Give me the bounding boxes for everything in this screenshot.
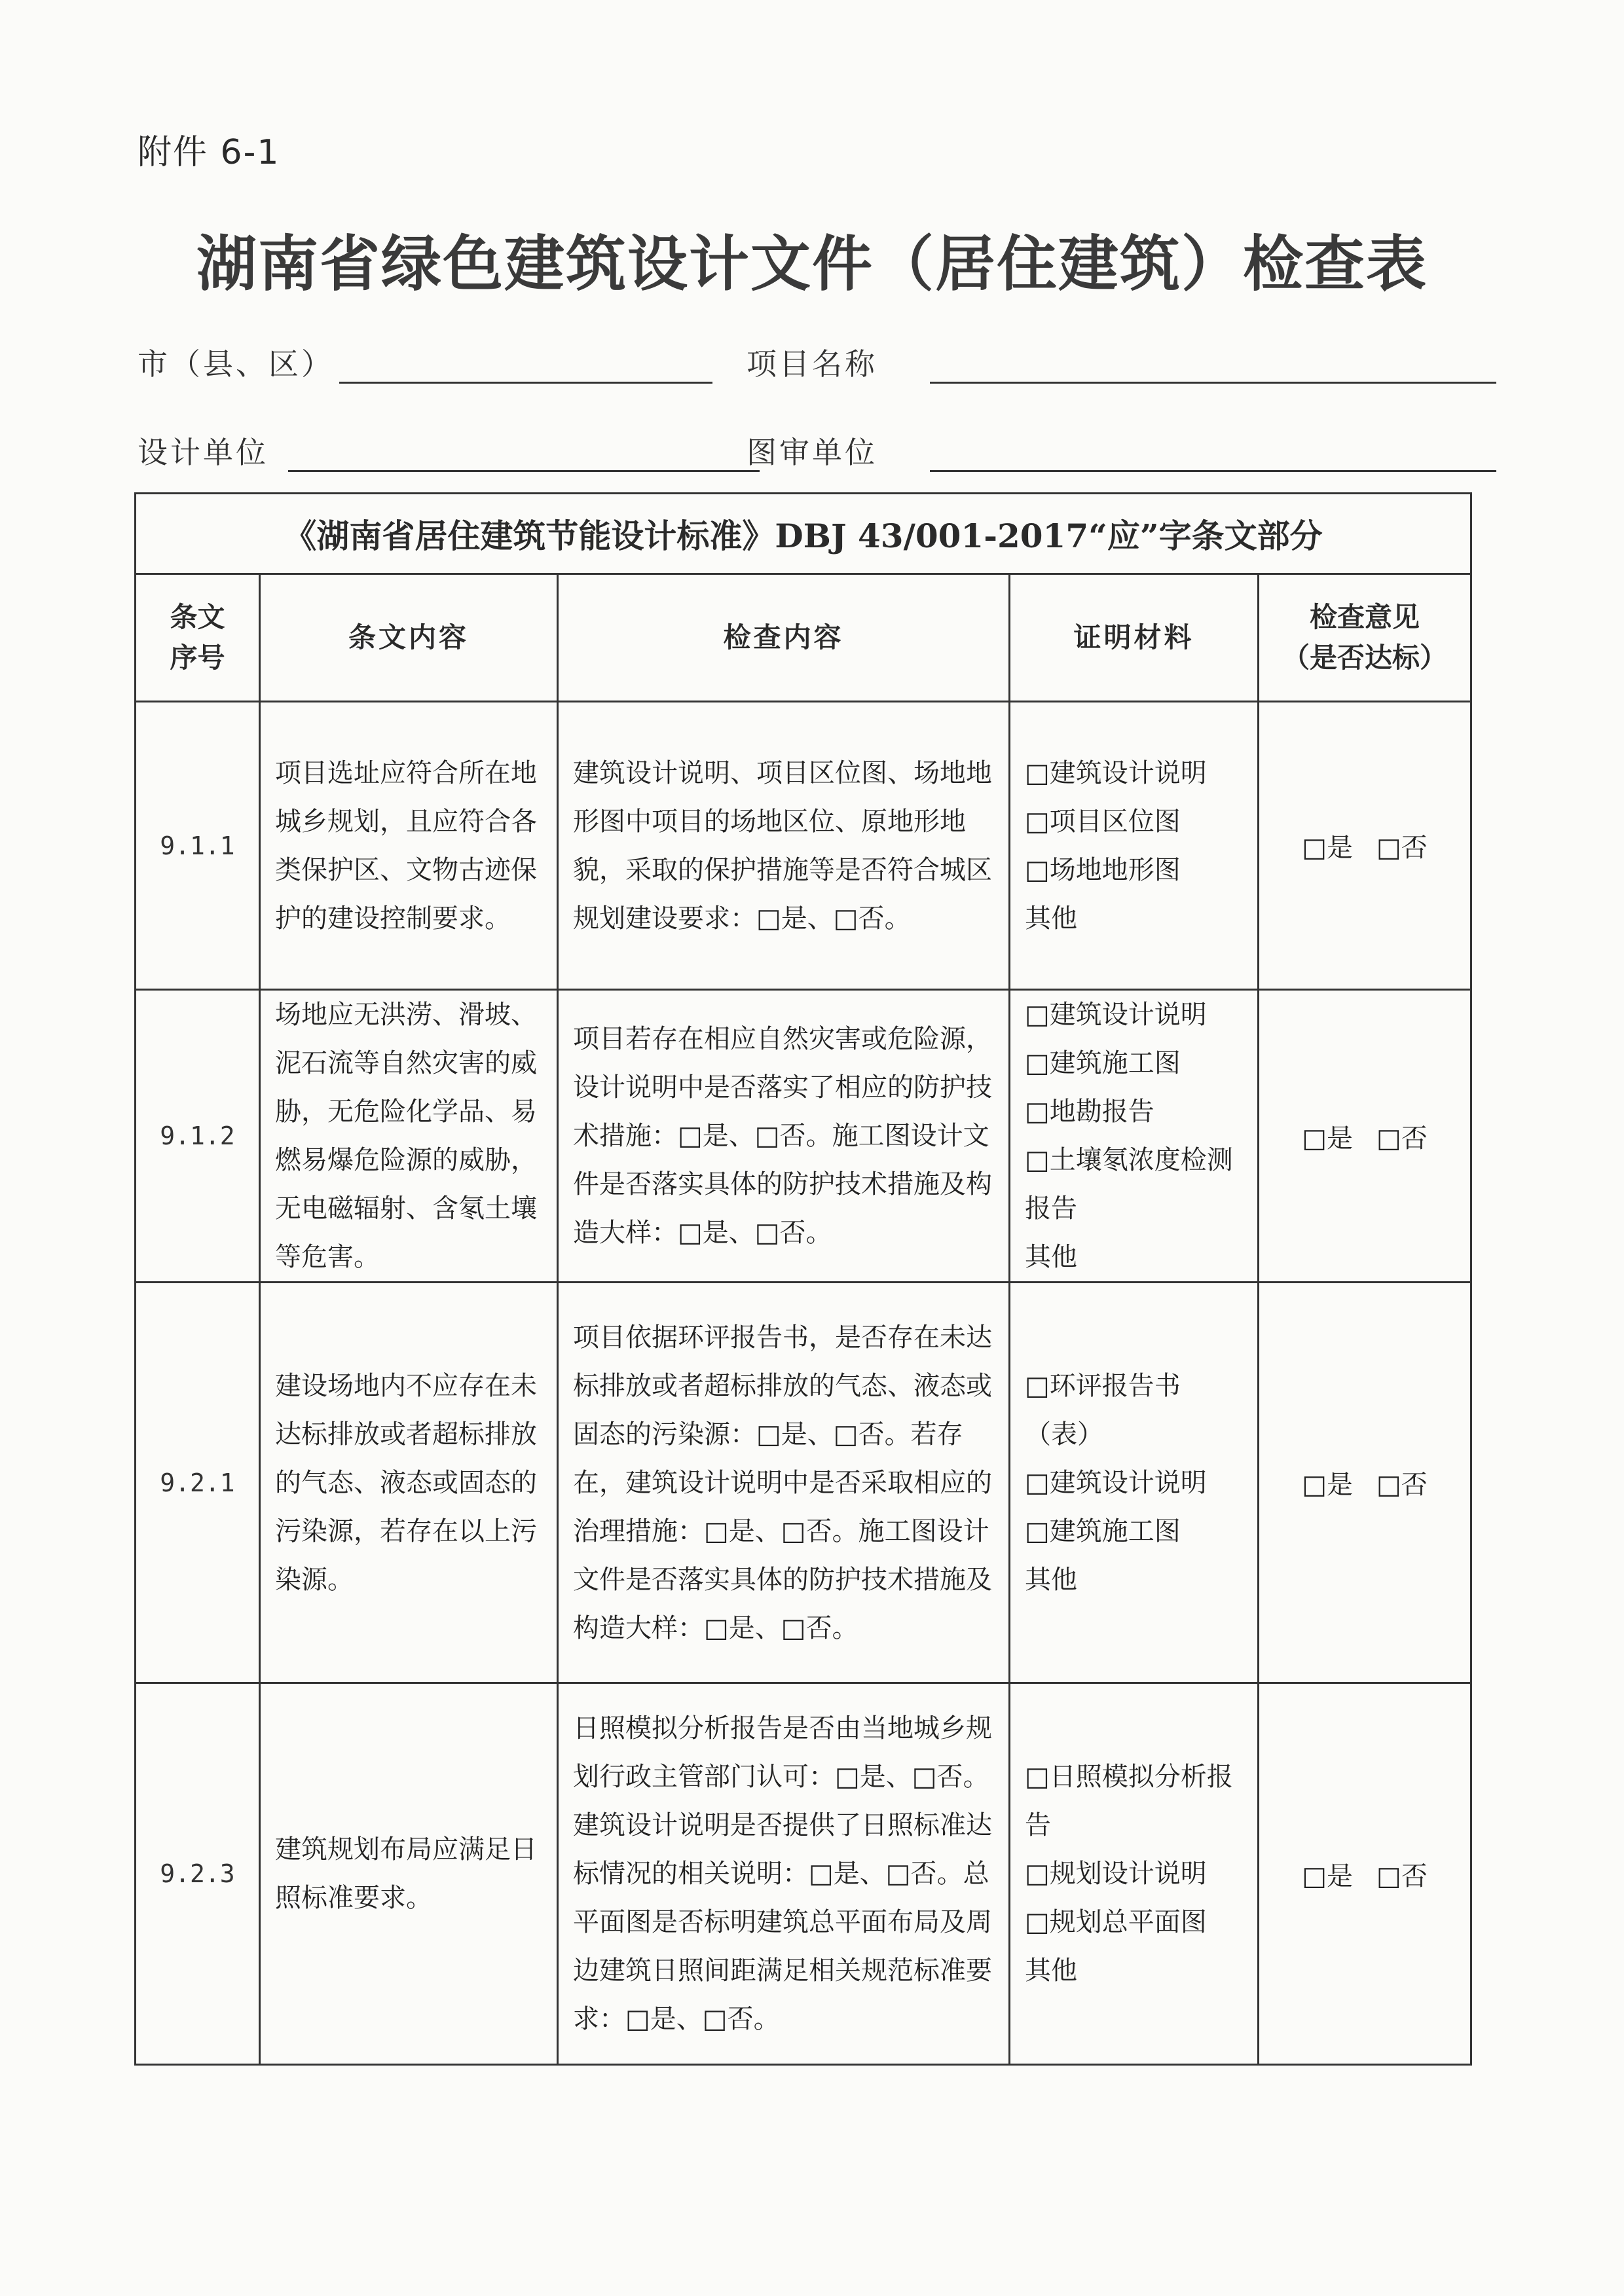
review-unit-blank-line[interactable]: [930, 444, 1496, 472]
header-content-label: 条文内容: [348, 621, 469, 653]
header-content: [260, 574, 558, 702]
row-content: 建筑规划布局应满足日照标准要求。: [260, 1683, 558, 2065]
standard-banner: 《湖南省居住建筑节能设计标准》DBJ 43/001-2017“应”字条文部分: [136, 494, 1471, 574]
city-field: [138, 340, 712, 384]
row-verdict: [1259, 990, 1471, 1283]
table-row: [136, 990, 1471, 1283]
evidence-item[interactable]: □建筑设计说明: [1025, 1000, 1207, 1030]
project-name-blank-line[interactable]: [930, 355, 1496, 384]
no-checkbox[interactable]: □否: [1376, 833, 1428, 863]
design-unit-blank-line[interactable]: [288, 444, 760, 472]
checklist-table: [134, 492, 1472, 2066]
header-opinion-line2: （是否达标）: [1282, 642, 1447, 674]
row-num: 9.1.1: [136, 702, 260, 990]
review-unit-label: 图审单位: [747, 435, 877, 470]
row-content: 场地应无洪涝、滑坡、泥石流等自然灾害的威胁，无危险化学品、易燃易爆危险源的威胁，无电磁辐射、含氡土壤等危害。: [260, 990, 558, 1283]
header-evidence: [1010, 574, 1259, 702]
page-title: 湖南省绿色建筑设计文件（居住建筑）检查表: [196, 229, 1428, 299]
row-content: 项目选址应符合所在地城乡规划，且应符合各类保护区、文物古迹保护的建设控制要求。: [260, 702, 558, 990]
evidence-item[interactable]: □建筑施工图: [1025, 1048, 1181, 1078]
project-name-field: [747, 340, 1496, 384]
row-evidence: [1010, 990, 1259, 1283]
row-check: 项目依据环评报告书，是否存在未达标排放或者超标排放的气态、液态或固态的污染源：□是、□否。若存在，建筑设计说明中是否采取相应的治理措施：□是、□否。施工图设计文件是否落实具体的防护技术措施及构造大样：□是、□否。: [558, 1283, 1010, 1683]
row-num: 9.2.3: [136, 1683, 260, 2065]
yes-checkbox[interactable]: □是: [1302, 1123, 1353, 1154]
city-label: 市（县、区）: [138, 346, 334, 382]
evidence-item: 其他: [1025, 903, 1077, 934]
row-check: 项目若存在相应自然灾害或危险源，设计说明中是否落实了相应的防护技术措施：□是、□否。施工图设计文件是否落实具体的防护技术措施及构造大样：□是、□否。: [558, 990, 1010, 1283]
header-row: [136, 574, 1471, 702]
yes-checkbox[interactable]: □是: [1302, 833, 1353, 863]
evidence-item[interactable]: □规划总平面图: [1025, 1907, 1207, 1937]
row-verdict: [1259, 1283, 1471, 1683]
row-evidence: [1010, 1683, 1259, 2065]
table-row: [136, 702, 1471, 990]
no-checkbox[interactable]: □否: [1376, 1861, 1428, 1891]
design-unit-label: 设计单位: [138, 435, 268, 470]
attachment-label: 附件 6-1: [138, 133, 280, 172]
yes-checkbox[interactable]: □是: [1302, 1861, 1353, 1891]
evidence-item[interactable]: □建筑施工图: [1025, 1516, 1181, 1546]
city-blank-line[interactable]: [339, 355, 712, 384]
evidence-item[interactable]: □环评报告书（表）: [1025, 1370, 1181, 1449]
evidence-item[interactable]: □规划设计说明: [1025, 1859, 1207, 1889]
evidence-item: 其他: [1025, 1242, 1077, 1272]
table-row: [136, 1283, 1471, 1683]
row-check: 日照模拟分析报告是否由当地城乡规划行政主管部门认可：□是、□否。建筑设计说明是否提供了日照标准达标情况的相关说明：□是、□否。总平面图是否标明建筑总平面布局及周边建筑日照间距满足相关规范标准要求：□是、□否。: [558, 1683, 1010, 2065]
no-checkbox[interactable]: □否: [1376, 1470, 1428, 1500]
header-check-label: 检查内容: [723, 621, 844, 653]
header-num-line2: 序号: [170, 642, 225, 674]
row-verdict: [1259, 1683, 1471, 2065]
row-check: 建筑设计说明、项目区位图、场地地形图中项目的场地区位、原地形地貌，采取的保护措施等是否符合城区规划建设要求：□是、□否。: [558, 702, 1010, 990]
no-checkbox[interactable]: □否: [1376, 1123, 1428, 1154]
evidence-item[interactable]: □土壤氡浓度检测报告: [1025, 1145, 1233, 1224]
row-verdict: [1259, 702, 1471, 990]
header-evidence-label: 证明材料: [1073, 621, 1194, 653]
header-opinion-line1: 检查意见: [1309, 601, 1420, 633]
yes-checkbox[interactable]: □是: [1302, 1470, 1353, 1500]
row-content: 建设场地内不应存在未达标排放或者超标排放的气态、液态或固态的污染源，若存在以上污染源。: [260, 1283, 558, 1683]
header-num: [136, 574, 260, 702]
evidence-item: 其他: [1025, 1564, 1077, 1595]
evidence-item[interactable]: □日照模拟分析报告: [1025, 1762, 1233, 1840]
evidence-item[interactable]: □建筑设计说明: [1025, 757, 1207, 788]
row-evidence: [1010, 1283, 1259, 1683]
evidence-item[interactable]: □项目区位图: [1025, 806, 1181, 837]
project-name-label: 项目名称: [747, 346, 877, 382]
header-num-line1: 条文: [170, 601, 225, 633]
header-check: [558, 574, 1010, 702]
evidence-item[interactable]: □场地地形图: [1025, 854, 1181, 885]
design-unit-field: [138, 429, 760, 472]
evidence-item: 其他: [1025, 1956, 1077, 1986]
header-opinion: [1259, 574, 1471, 702]
evidence-item[interactable]: □地勘报告: [1025, 1097, 1154, 1127]
row-num: 9.2.1: [136, 1283, 260, 1683]
row-num: 9.1.2: [136, 990, 260, 1283]
evidence-item[interactable]: □建筑设计说明: [1025, 1467, 1207, 1498]
review-unit-field: [747, 429, 1496, 472]
row-evidence: [1010, 702, 1259, 990]
table-row: [136, 1683, 1471, 2065]
